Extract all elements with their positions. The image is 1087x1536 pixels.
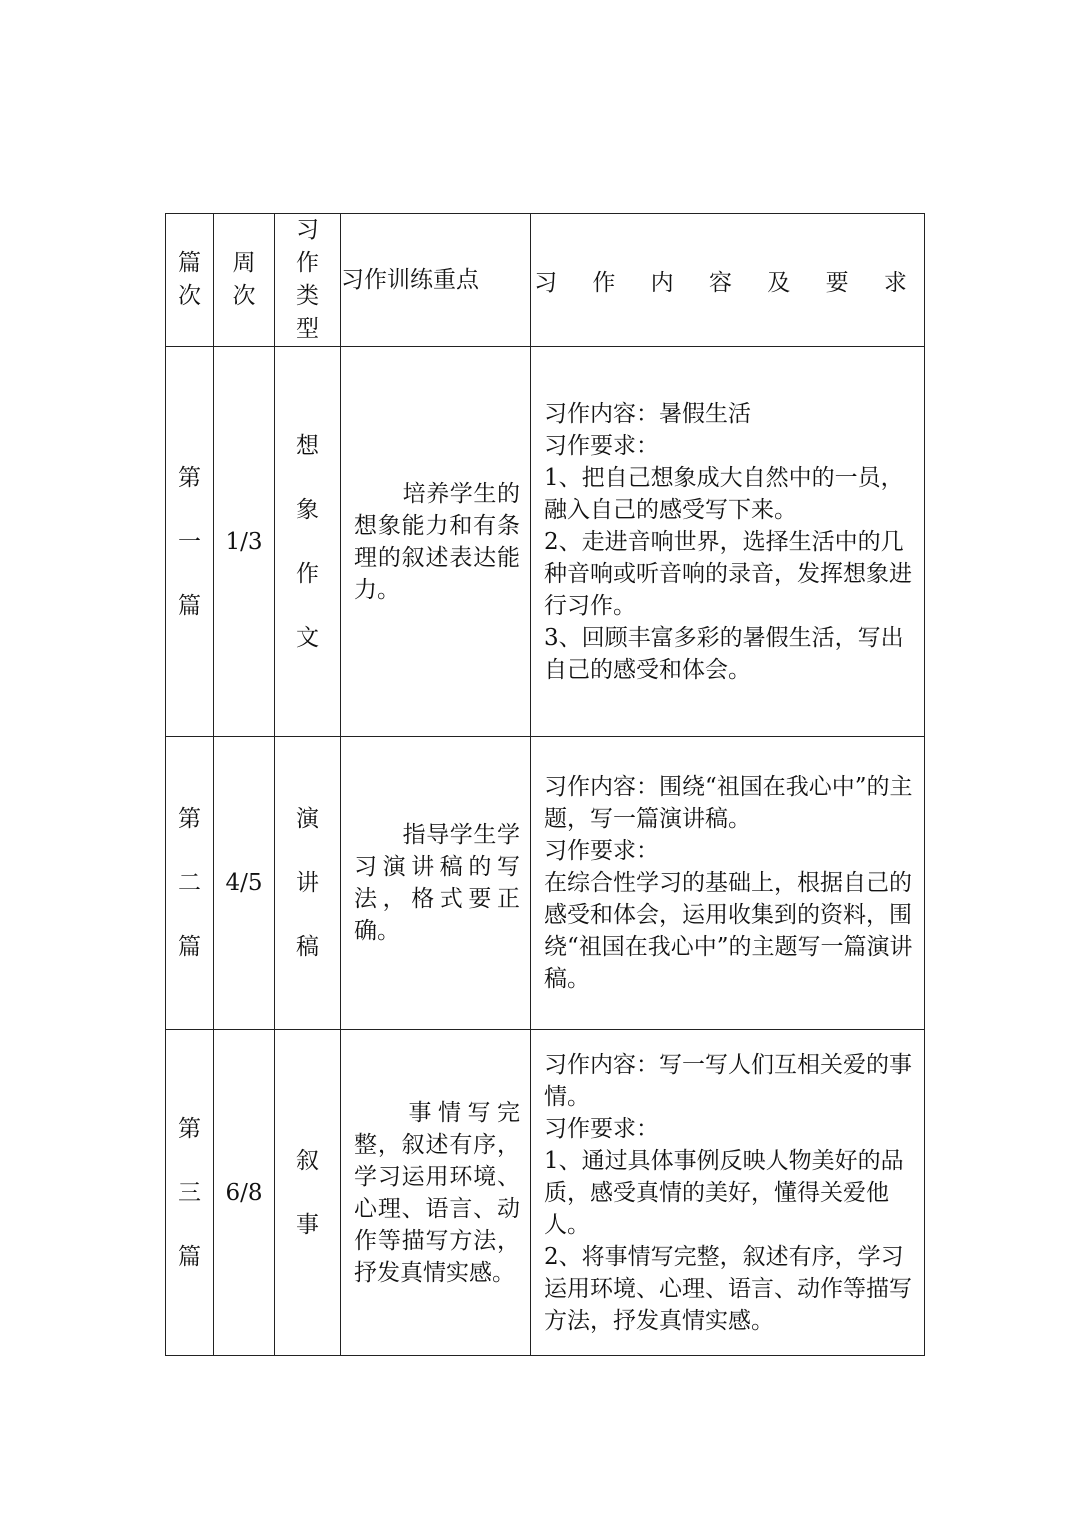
type-char: 想 [296, 432, 319, 459]
header-row [166, 214, 925, 347]
type-char: 讲 [296, 870, 319, 896]
content-line: 2、走进音响世界，选择生活中的几种音响或听音响的录音，发挥想象进行习作。 [544, 528, 912, 619]
chapter-char: 第 [178, 1115, 201, 1142]
content-line: 在综合性学习的基础上，根据自己的感受和体会，运用收集到的资料，围绕“祖国在我心中”的主题写一篇演讲稿。 [544, 870, 913, 992]
content-line: 1、通过具体事例反映人物美好的品质，感受真情的美好，懂得关爱他人。 [544, 1147, 904, 1238]
header-chapter-char: 次 [178, 283, 201, 309]
type-char: 稿 [296, 934, 319, 960]
header-chapter [166, 214, 214, 347]
focus-cell [341, 347, 531, 737]
header-focus: 习作训练重点 [341, 214, 531, 347]
chapter-char: 第 [178, 464, 201, 491]
content-line: 习作内容：暑假生活 [544, 400, 751, 427]
chapter-char: 第 [178, 806, 201, 832]
header-type [275, 214, 341, 347]
header-type-char: 型 [296, 316, 319, 342]
chapter-char: 二 [178, 870, 201, 896]
header-week-char: 周 [232, 250, 256, 276]
content-cell [531, 1030, 925, 1356]
header-content: 习 作 内 容 及 要 求 [531, 214, 925, 347]
header-type-char: 作 [296, 250, 319, 276]
chapter-char: 篇 [178, 592, 201, 619]
content-line: 习作要求： [544, 838, 659, 864]
chapter-cell [166, 1030, 214, 1356]
focus-cell [341, 1030, 531, 1356]
type-cell [275, 1030, 341, 1356]
writing-plan-table [165, 213, 925, 1356]
content-line: 习作内容：写一写人们互相关爱的事情。 [544, 1051, 912, 1110]
table-row [166, 347, 925, 737]
header-week [214, 214, 275, 347]
content-line: 3、回顾丰富多彩的暑假生活，写出自己的感受和体会。 [544, 624, 904, 683]
focus-text: 事情写完整，叙述有序，学习运用环境、心理、语言、动作等描写方法，抒发真情实感。 [354, 1099, 520, 1286]
chapter-char: 三 [178, 1179, 201, 1206]
header-type-char: 类 [296, 283, 319, 309]
content-line: 2、将事情写完整，叙述有序，学习运用环境、心理、语言、动作等描写方法，抒发真情实感。 [544, 1243, 912, 1334]
type-char: 作 [296, 560, 319, 587]
week-cell: 6/8 [214, 1030, 275, 1356]
chapter-cell [166, 737, 214, 1030]
type-char: 叙 [296, 1147, 319, 1174]
content-cell [531, 737, 925, 1030]
chapter-cell [166, 347, 214, 737]
header-week-char: 次 [232, 283, 256, 309]
type-char: 演 [296, 806, 319, 832]
header-chapter-char: 篇 [178, 250, 201, 276]
type-cell [275, 347, 341, 737]
content-line: 习作要求： [544, 1115, 659, 1142]
focus-text: 培养学生的想象能力和有条理的叙述表达能力。 [354, 480, 520, 603]
type-cell [275, 737, 341, 1030]
content-line: 习作要求： [544, 432, 659, 459]
table-row [166, 737, 925, 1030]
focus-text: 指导学生学习演讲稿的写法，格式要正确。 [354, 822, 520, 944]
type-char: 象 [296, 496, 319, 523]
table-row [166, 1030, 925, 1356]
week-cell: 1/3 [214, 347, 275, 737]
content-line: 习作内容：围绕“祖国在我心中”的主题，写一篇演讲稿。 [544, 774, 913, 832]
week-cell: 4/5 [214, 737, 275, 1030]
chapter-char: 篇 [178, 1243, 201, 1270]
type-char: 文 [296, 624, 319, 651]
content-cell [531, 347, 925, 737]
header-type-char: 习 [296, 217, 319, 243]
chapter-char: 篇 [178, 934, 201, 960]
chapter-char: 一 [178, 528, 201, 555]
content-line: 1、把自己想象成大自然中的一员，融入自己的感受写下来。 [544, 464, 904, 523]
type-char: 事 [296, 1211, 319, 1238]
focus-cell [341, 737, 531, 1030]
